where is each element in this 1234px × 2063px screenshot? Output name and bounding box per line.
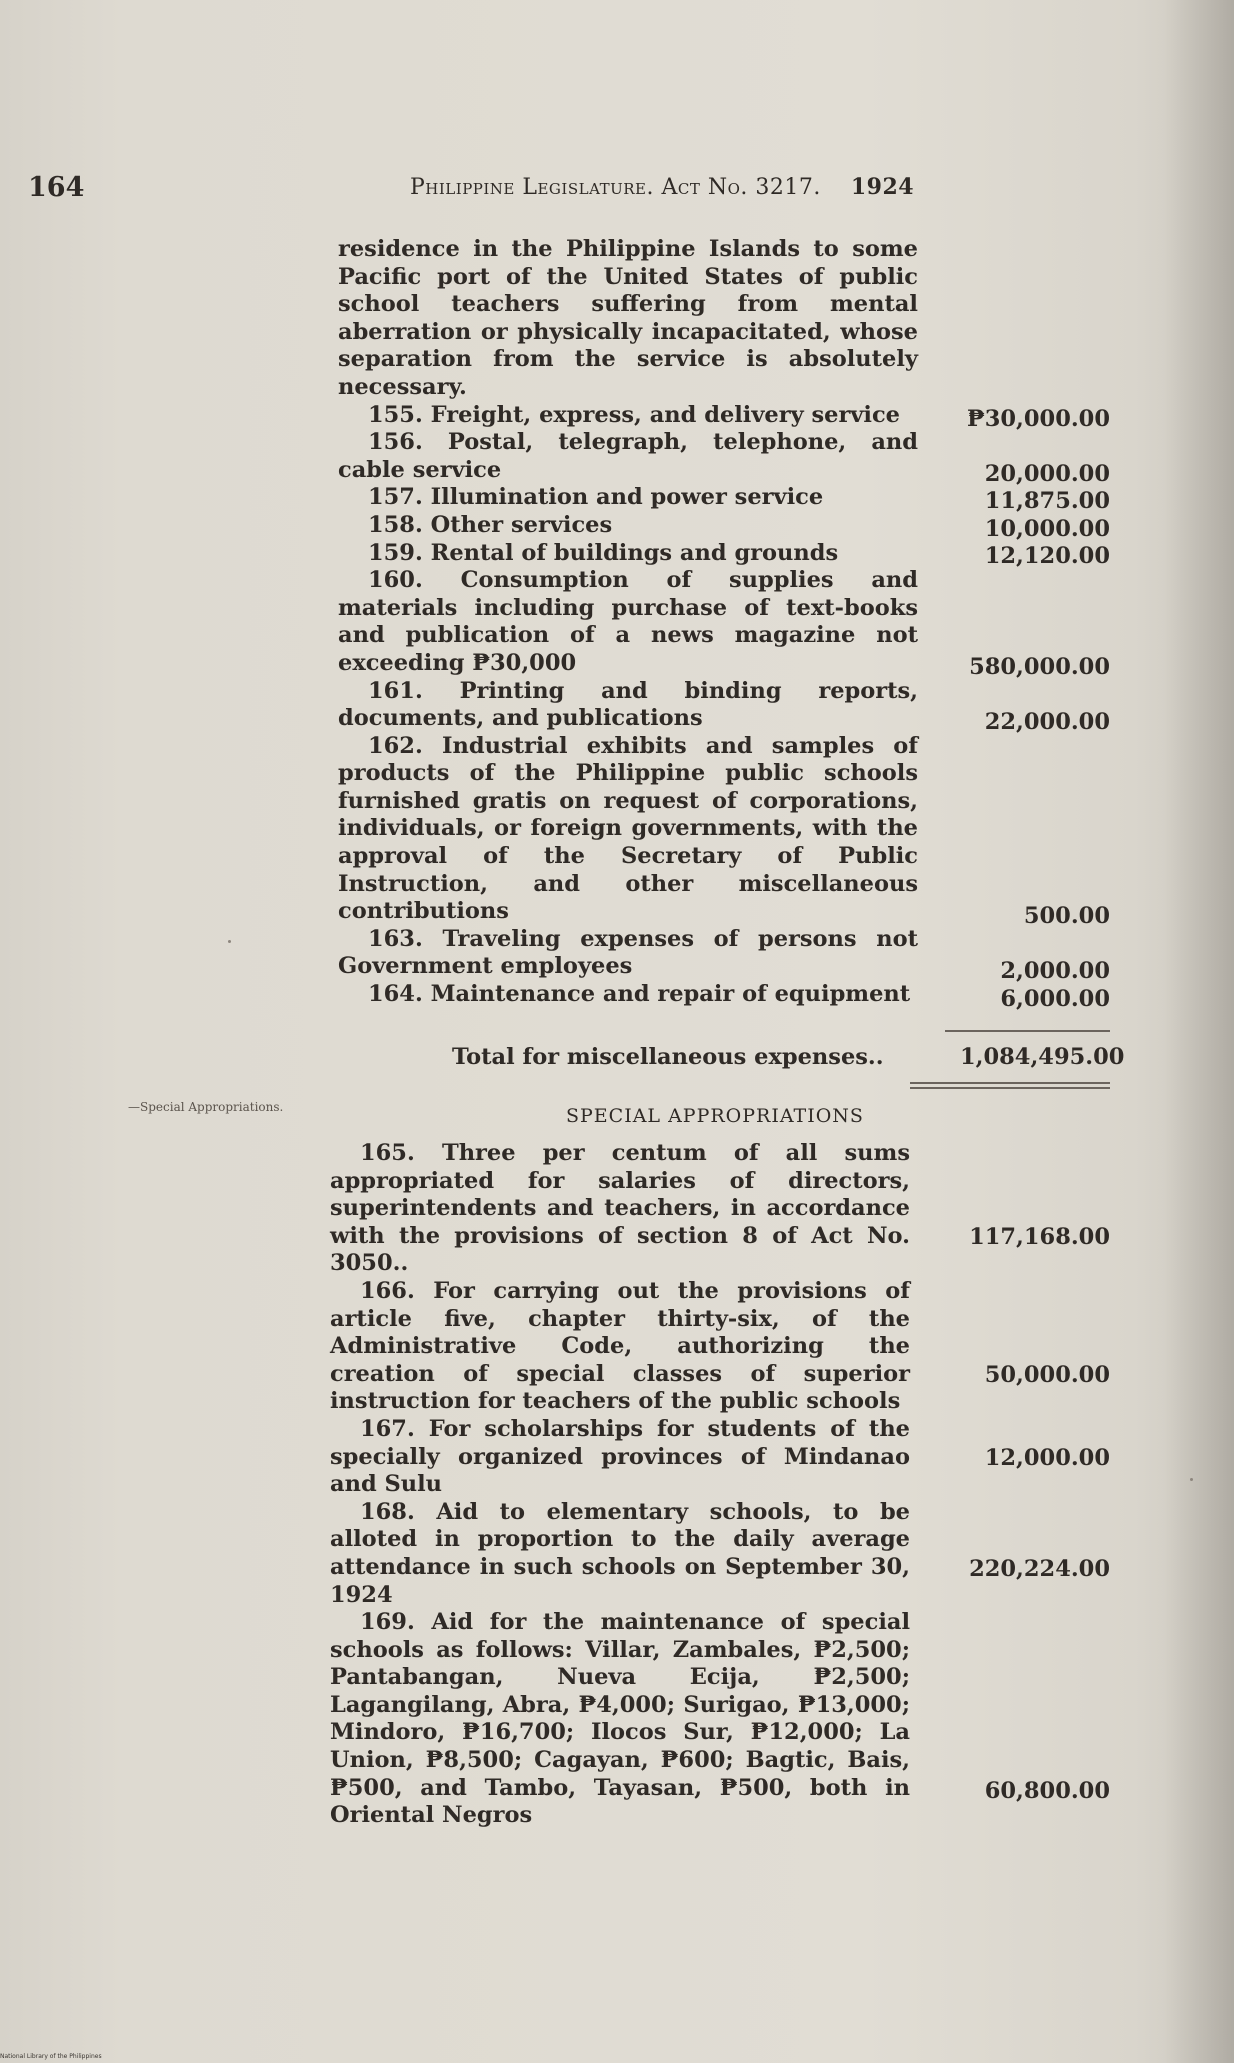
item-163-amount: 2,000.00: [1000, 958, 1110, 984]
item-168-text: 168. Aid to elementary schools, to be alloted in proportion to the daily average attendance in such schools on September 30, 1924: [330, 1498, 910, 1608]
item-162-text: 162. Industrial exhibits and samples of products of the Philippine public schools furnished gratis on request of corporations, individuals, or foreign governments, with the approval of the Secretary of Public Instruction, and other miscellaneous contributions: [338, 732, 918, 925]
item-160-amount: 580,000.00: [969, 654, 1110, 680]
item-161-text: 161. Printing and binding reports, documents, and publications: [338, 677, 918, 732]
running-head-title: Philippine Legislature. Act No. 3217.: [410, 175, 821, 200]
section-heading: SPECIAL APPROPRIATIONS: [566, 1105, 864, 1127]
item-165-text: 165. Three per centum of all sums appropriated for salaries of directors, superintendents and teachers, in accordance with the provisions of section 8 of Act No. 3050..: [330, 1140, 910, 1277]
item-164-amount: 6,000.00: [1000, 986, 1110, 1012]
page-number: 164: [28, 172, 85, 203]
item-159-text: 159. Rental of buildings and grounds: [368, 539, 839, 566]
item-155-text: 155. Freight, express, and delivery service: [368, 401, 900, 428]
page-edge-shadow: [1164, 0, 1234, 2063]
item-158-text: 158. Other services: [368, 511, 613, 538]
item-169-amount: 60,800.00: [984, 1778, 1110, 1804]
item-167-amount: 12,000.00: [984, 1445, 1110, 1471]
item-157-amount: 11,875.00: [984, 488, 1110, 514]
intro-paragraph: residence in the Philippine Islands to some Pacific port of the United States of public school teachers suffering from mental aberration or physically incapacitated, whose separation from the service is absolutely necessary.: [338, 236, 918, 400]
item-169-text: 169. Aid for the maintenance of special schools as follows: Villar, Zambales, ₱2,500; Pantabangan, Nueva Ecija, ₱2,500; Lagangilang, Abra, ₱4,000; Surigao, ₱13,000; Mindoro, ₱16,700; Ilocos Sur, ₱12,000; La Union, ₱8,500; Cagayan, ₱600; Bagtic, Bais, ₱500, and Tambo, Tayasan, ₱500, both in Oriental Negros: [330, 1609, 910, 1829]
item-159-amount: 12,120.00: [984, 543, 1110, 569]
misc-expenses-text: [338, 236, 918, 1009]
margin-note: —Special Appropriations.: [128, 1100, 284, 1114]
footer-credit: National Library of the Philippines: [0, 2053, 102, 2060]
item-157-text: 157. Illumination and power service: [368, 484, 824, 511]
total-rule: [945, 1030, 1110, 1032]
item-161-amount: 22,000.00: [984, 709, 1110, 735]
item-156-amount: 20,000.00: [984, 461, 1110, 487]
item-156-text: 156. Postal, telegraph, telephone, and cable service: [338, 429, 918, 483]
item-160-text: 160. Consumption of supplies and materials including purchase of text-books and publication of a news magazine not exceeding ₱30,000: [338, 567, 918, 676]
paper-speck: [1190, 1478, 1193, 1481]
item-165-amount: 117,168.00: [969, 1224, 1110, 1250]
item-166-amount: 50,000.00: [984, 1362, 1110, 1388]
item-162-amount: 500.00: [1023, 903, 1110, 929]
item-163-text: 163. Traveling expenses of persons not Government employees: [338, 925, 918, 980]
item-167-text: 167. For scholarships for students of the specially organized provinces of Mindanao and Sulu: [330, 1415, 910, 1498]
item-164-text: 164. Maintenance and repair of equipment: [368, 981, 911, 1008]
total-amount: 1,084,495.00: [960, 1044, 1125, 1070]
item-158-amount: 10,000.00: [984, 516, 1110, 542]
item-155-amount: ₱30,000.00: [966, 406, 1110, 432]
special-appropriations-text: [330, 1140, 910, 1830]
paper-speck: [228, 940, 231, 943]
item-168-amount: 220,224.00: [969, 1556, 1110, 1582]
total-double-rule: [910, 1082, 1110, 1089]
running-head: [410, 174, 914, 200]
total-label: Total for miscellaneous expenses..: [452, 1044, 884, 1070]
item-166-text: 166. For carrying out the provisions of article five, chapter thirty-six, of the Administrative Code, authorizing the creation of special classes of superior instruction for teachers of the public schools: [330, 1277, 910, 1415]
running-head-year: 1924: [850, 174, 915, 200]
